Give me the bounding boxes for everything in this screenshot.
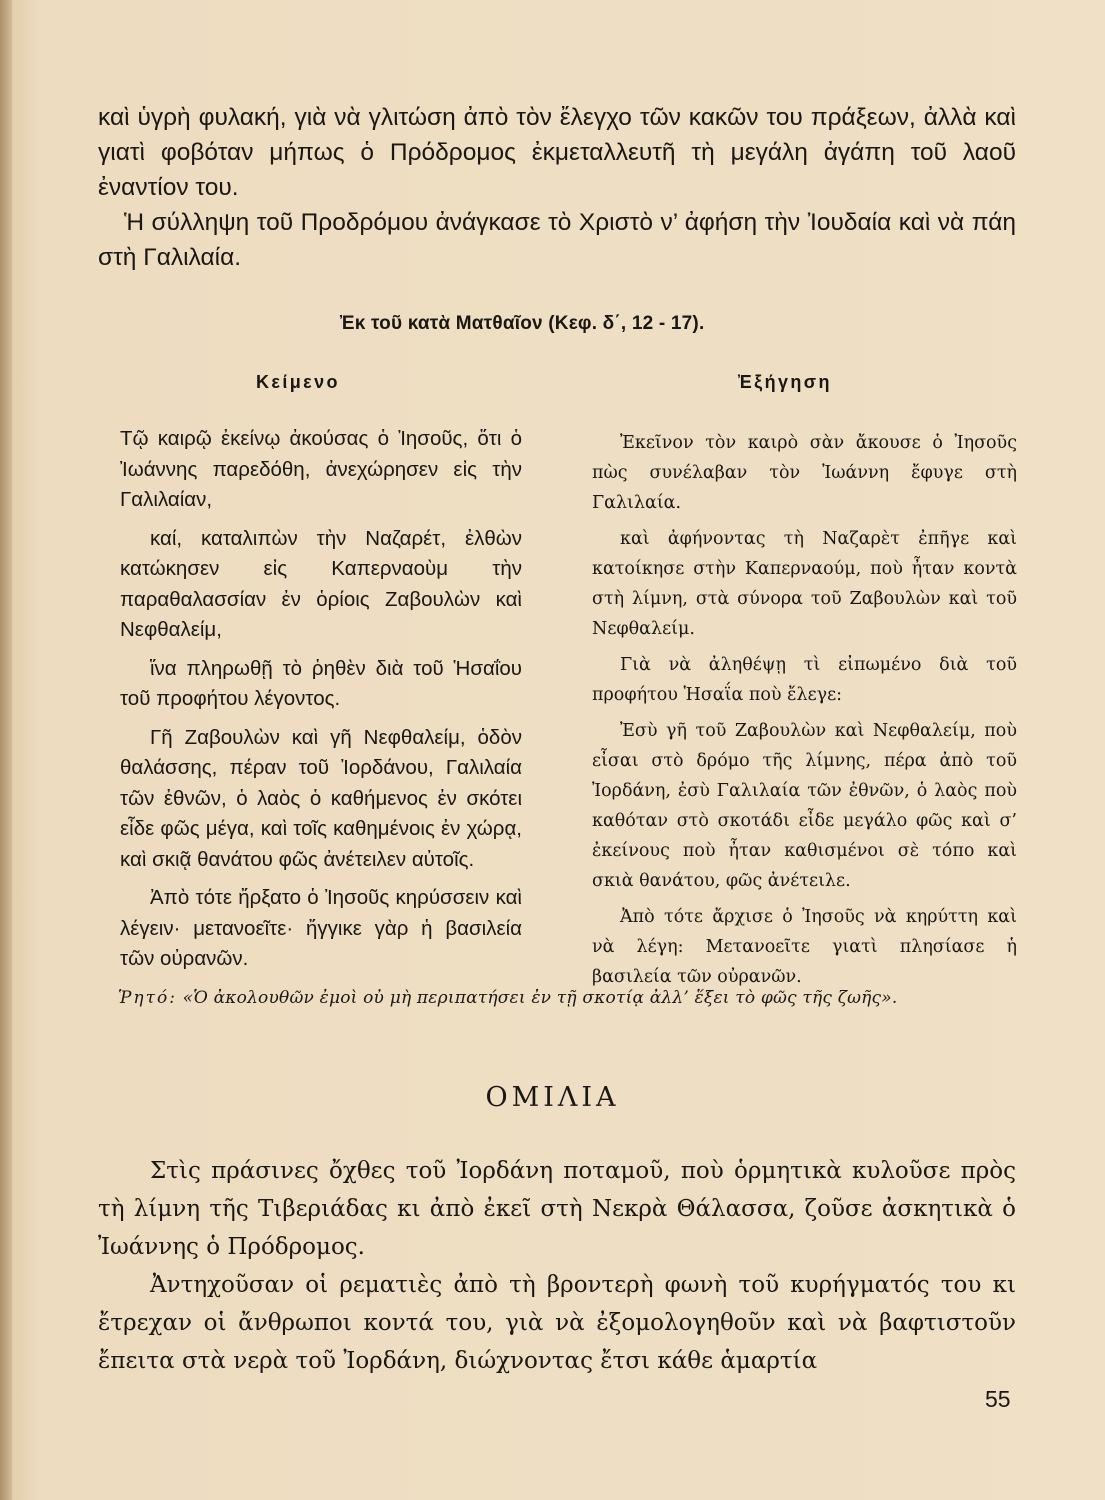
original-text-column [120, 424, 522, 983]
explanation-verse: Ἐσὺ γῆ τοῦ Ζαβουλὼν καὶ Νεφθαλείμ, ποὺ εἶσαι στὸ δρόμο τῆς λίμνης, πέρα ἀπὸ τοῦ Ἰορδάνη, ἐσὺ Γαλιλαία τῶν ἐθνῶν, ὁ λαὸς ποὺ καθόταν στὸ σκοτάδι εἶδε μεγάλο φῶς καὶ σ’ ἐκείνους ποὺ ἦταν καθισμένοι σὲ τόπο καὶ σκιὰ θανάτου, φῶς ἀνέτειλε. [592, 721, 1017, 891]
original-verse: Τῷ καιρῷ ἐκείνῳ ἀκούσας ὁ Ἰησοῦς, ὅτι ὁ Ἰωάννης παρεδόθη, ἀνεχώρησεν εἰς τὴν Γαλιλαίαν, [120, 427, 522, 511]
explanation-verse: καὶ ἀφήνοντας τὴ Ναζαρὲτ ἐπῆγε καὶ κατοίκησε στὴν Καπερναούμ, ποὺ ἦταν κοντὰ στὴ λίμνη, στὰ σύνορα τοῦ Ζαβουλὼν καὶ τοῦ Νεφθαλείμ. [592, 529, 1017, 639]
explanation-verse: Γιὰ νὰ ἀληθέψῃ τὶ εἰπωμένο διὰ τοῦ προφήτου Ἡσαΐα ποὺ ἔλεγε: [592, 655, 1017, 705]
homily-title: ΟΜΙΛΙΑ [485, 1082, 620, 1113]
key-verse-text: «Ὁ ἀκολουθῶν ἐμοὶ οὐ μὴ περιπατήσει ἐν τῇ σκοτίᾳ ἀλλ’ ἕξει τὸ φῶς τῆς ζωῆς». [182, 988, 898, 1008]
intro-paragraph-1: καὶ ὑγρὴ φυλακή, γιὰ νὰ γλιτώση ἀπὸ τὸν ἔλεγχο τῶν κακῶν του πράξεων, ἀλλὰ καὶ γιατὶ φοβόταν μήπως ὁ Πρόδρομος ἐκμεταλλευτῆ τὴ μεγάλη ἀγάπη τοῦ λαοῦ ἐναντίον του. [98, 104, 1016, 201]
key-verse [118, 988, 1018, 1008]
explanation-column-heading: Ἐξήγηση [738, 372, 832, 392]
explanation-column [592, 428, 1017, 998]
key-verse-label: Ῥητό: [118, 988, 177, 1008]
page-number: 55 [985, 1386, 1011, 1412]
book-spine [0, 0, 12, 1500]
scripture-reference: Ἐκ τοῦ κατὰ Ματθαῖον (Κεφ. δ΄, 12 - 17). [340, 313, 705, 334]
original-verse: Ἀπὸ τότε ἤρξατο ὁ Ἰησοῦς κηρύσσειν καὶ λέγειν· μετανοεῖτε· ἤγγικε γὰρ ἡ βασιλεία τῶν οὐρανῶν. [120, 886, 522, 970]
homily-paragraph-1: Στὶς πράσινες ὄχθες τοῦ Ἰορδάνη ποταμοῦ, ποὺ ὁρμητικὰ κυλοῦσε πρὸς τὴ λίμνη τῆς Τιβεριάδας κι ἀπὸ ἐκεῖ στὴ Νεκρὰ Θάλασσα, ζοῦσε ἀσκητικὰ ὁ Ἰωάννης ὁ Πρόδρομος. [98, 1158, 1016, 1260]
homily-text [98, 1152, 1016, 1380]
original-verse: ἵνα πληρωθῇ τὸ ῥηθὲν διὰ τοῦ Ἡσαΐου τοῦ προφήτου λέγοντος. [120, 656, 522, 710]
explanation-verse: Ἀπὸ τότε ἄρχισε ὁ Ἰησοῦς νὰ κηρύττη καὶ νὰ λέγη: Μετανοεῖτε γιατὶ πλησίασε ἡ βασιλεία τῶν οὐρανῶν. [592, 907, 1017, 987]
explanation-verse: Ἐκεῖνον τὸν καιρὸ σὰν ἄκουσε ὁ Ἰησοῦς πὼς συνέλαβαν τὸν Ἰωάννη ἔφυγε στὴ Γαλιλαία. [592, 433, 1017, 513]
text-column-heading: Κείμενο [256, 372, 340, 392]
original-verse: Γῆ Ζαβουλὼν καὶ γῆ Νεφθαλείμ, ὁδὸν θαλάσσης, πέραν τοῦ Ἰορδάνου, Γαλιλαία τῶν ἐθνῶν, ὁ λαὸς ὁ καθήμενος ἐν σκότει εἶδε φῶς μέγα, καὶ τοῖς καθημένοις ἐν χώρᾳ, καὶ σκιᾷ θανάτου φῶς ἀνέτειλεν αὐτοῖς. [120, 725, 522, 871]
intro-paragraph-2: Ἡ σύλληψη τοῦ Προδρόμου ἀνάγκασε τὸ Χριστὸ ν’ ἀφήση τὴν Ἰουδαία καὶ νὰ πάη στὴ Γαλιλαία. [98, 209, 1016, 271]
homily-paragraph-2: Ἀντηχοῦσαν οἱ ρεματιὲς ἀπὸ τὴ βροντερὴ φωνὴ τοῦ κυρήγματός του κι ἔτρεχαν οἱ ἄνθρωποι κοντά του, γιὰ νὰ ἐξομολογηθοῦν καὶ νὰ βαφτιστοῦν ἔπειτα στὰ νερὰ τοῦ Ἰορδάνη, διώχνοντας ἔτσι κάθε ἁμαρτία [98, 1272, 1016, 1374]
original-verse: καί, καταλιπὼν τὴν Ναζαρέτ, ἐλθὼν κατώκησεν εἰς Καπερναοὺμ τὴν παραθαλασσίαν ἐν ὁρίοις Ζαβουλὼν καὶ Νεφθαλείμ, [120, 526, 522, 641]
intro-text [98, 100, 1016, 275]
